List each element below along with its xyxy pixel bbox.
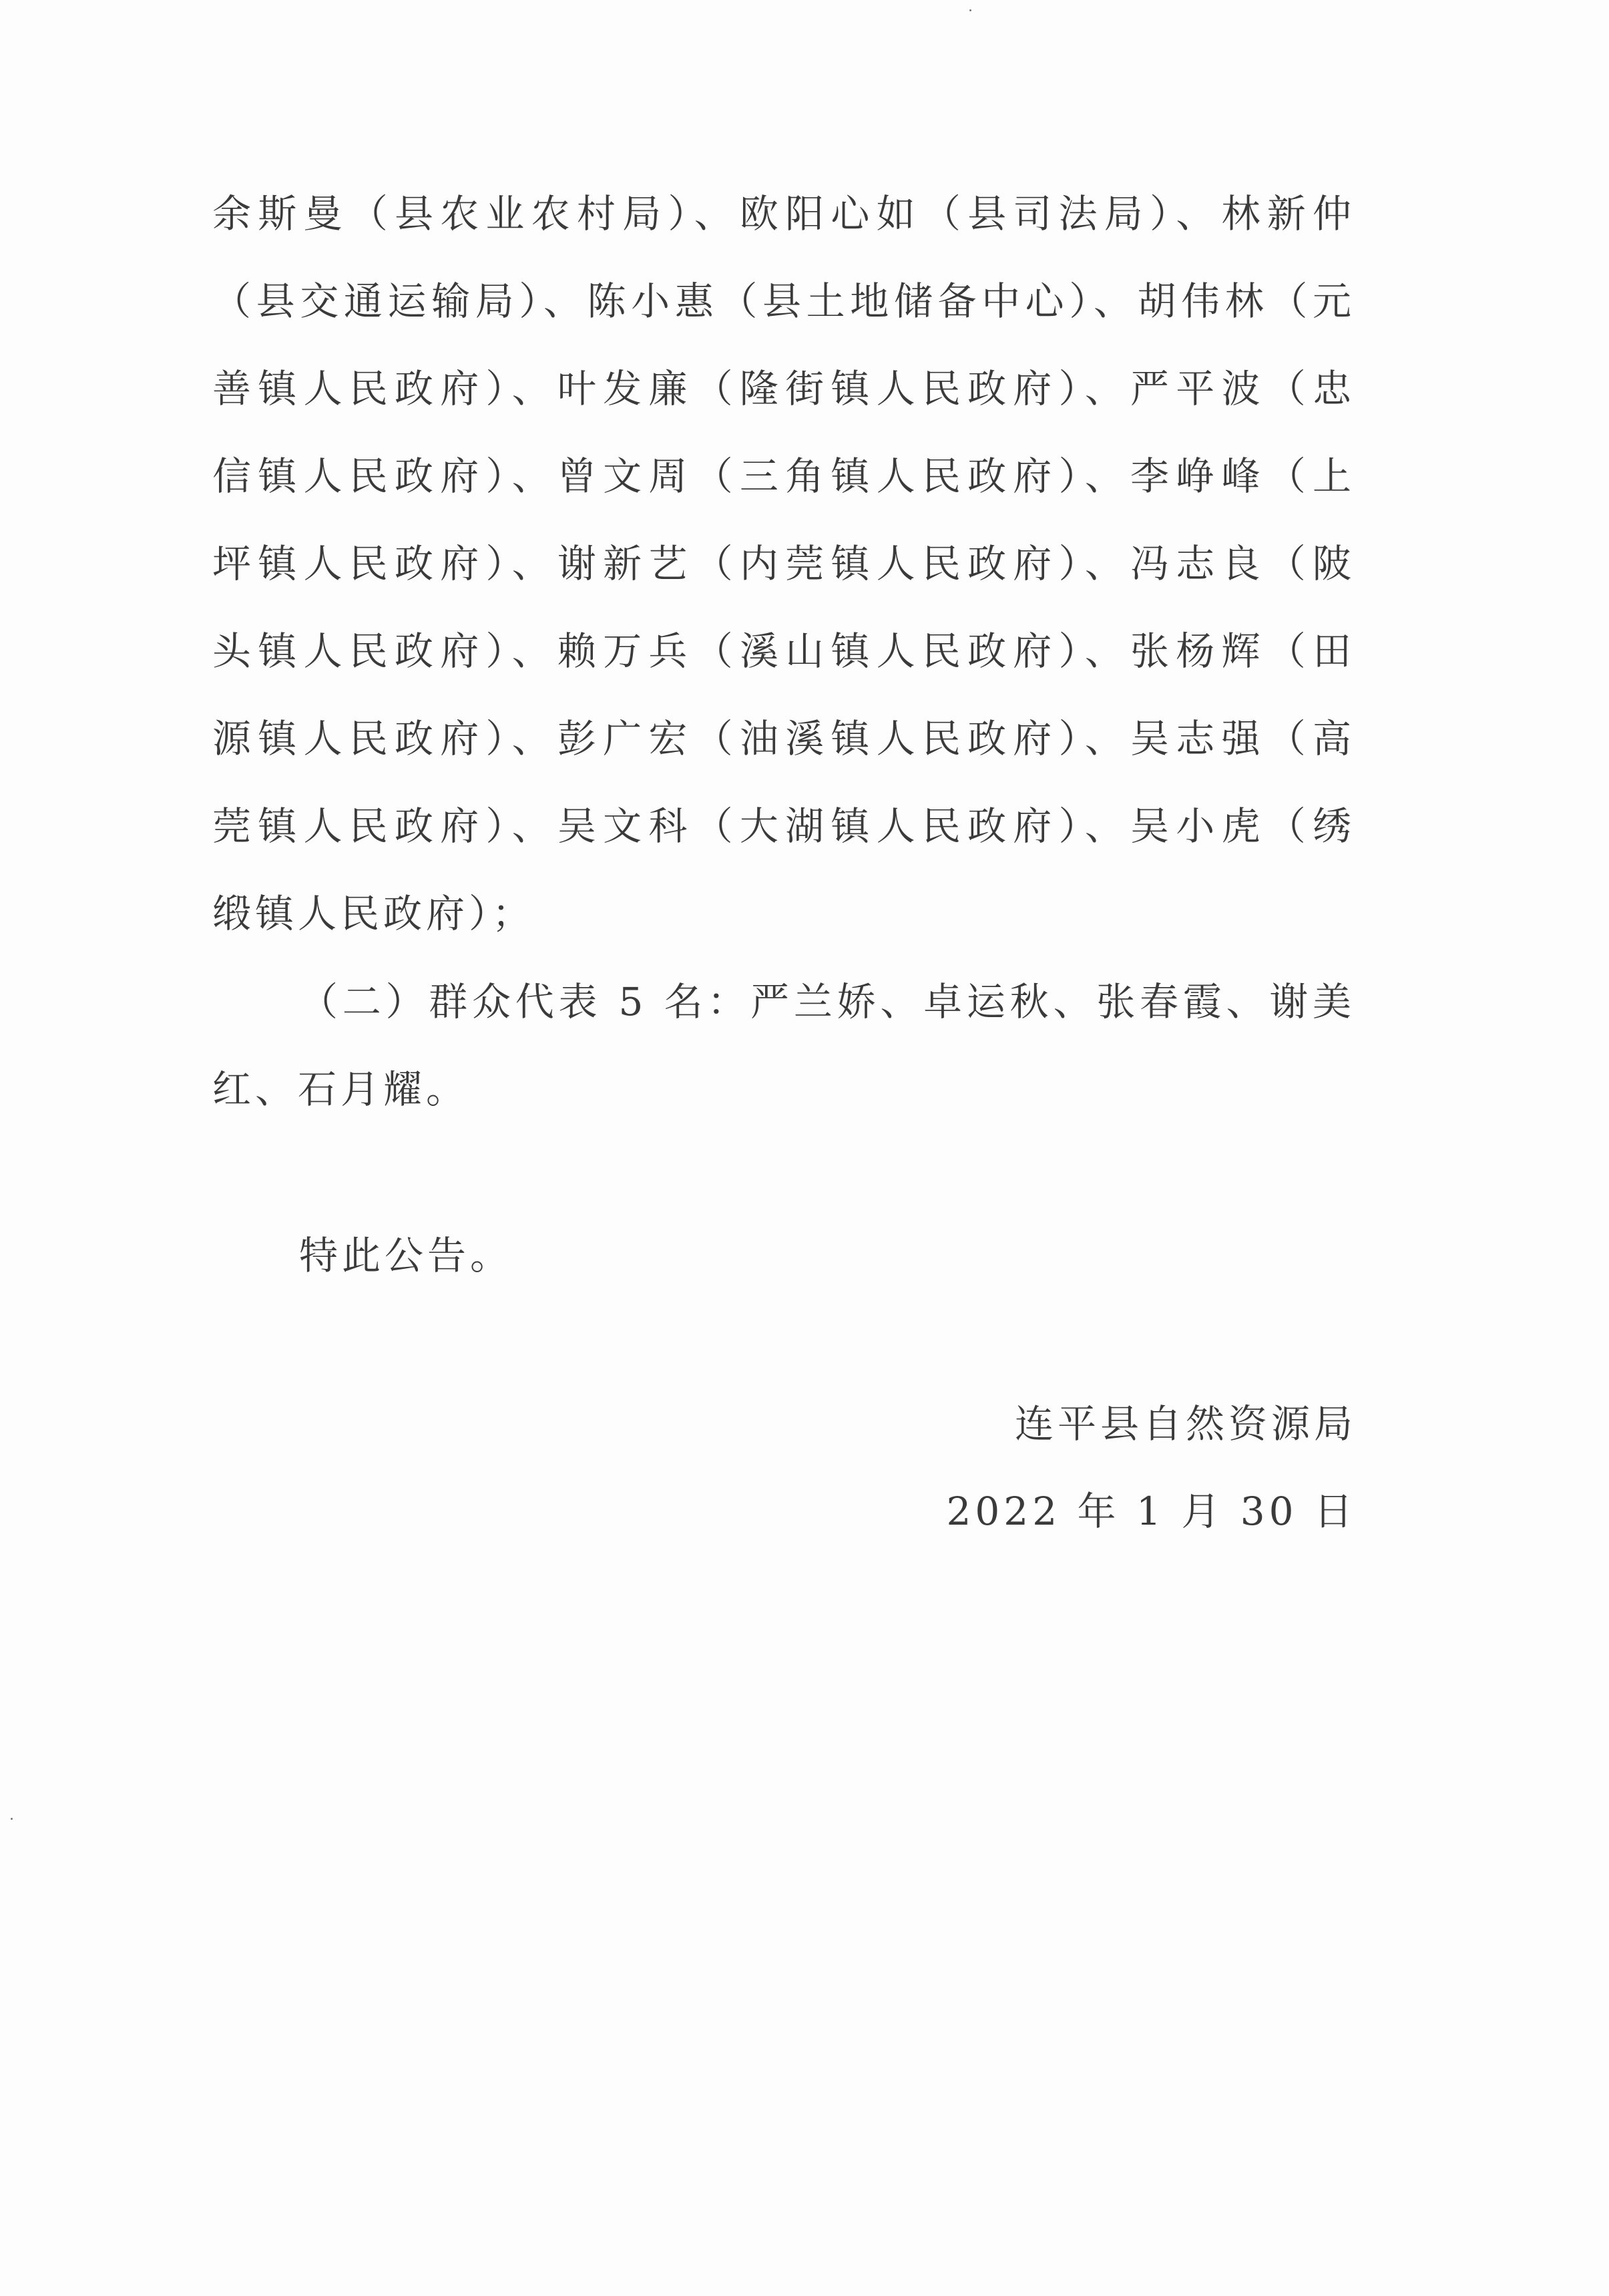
text-line: 源镇人民政府）、彭广宏（油溪镇人民政府）、吴志强（高 [212, 716, 1355, 761]
signature-date: 2022 年 1 月 30 日 [946, 1489, 1357, 1534]
text-line: （县交通运输局）、陈小惠（县土地储备中心）、胡伟林（元 [212, 278, 1355, 324]
text-line: 缎镇人民政府）； [212, 891, 535, 936]
text-line: （二）群众代表 5 名：严兰娇、卓运秋、张春霞、谢美 [299, 979, 1355, 1024]
closing-text: 特此公告。 [299, 1233, 513, 1278]
public-representatives-paragraph [212, 958, 1355, 1133]
text-line: 红、石月耀。 [212, 1067, 469, 1112]
name-list-paragraph [212, 170, 1355, 958]
closing-statement [212, 1212, 1355, 1300]
text-line: 莞镇人民政府）、吴文科（大湖镇人民政府）、吴小虎（绣 [212, 803, 1355, 849]
signature-organization: 连平县自然资源局 [1014, 1401, 1357, 1447]
text-line: 信镇人民政府）、曾文周（三角镇人民政府）、李峥峰（上 [212, 453, 1355, 499]
text-line: 坪镇人民政府）、谢新艺（内莞镇人民政府）、冯志良（陂 [212, 541, 1355, 586]
text-line: 善镇人民政府）、叶发廉（隆街镇人民政府）、严平波（忠 [212, 366, 1355, 411]
scan-speck [969, 9, 971, 11]
text-line: 头镇人民政府）、赖万兵（溪山镇人民政府）、张杨辉（田 [212, 628, 1355, 674]
text-line: 余斯曼（县农业农村局）、欧阳心如（县司法局）、林新仲 [212, 191, 1355, 236]
scan-speck [11, 1818, 13, 1820]
